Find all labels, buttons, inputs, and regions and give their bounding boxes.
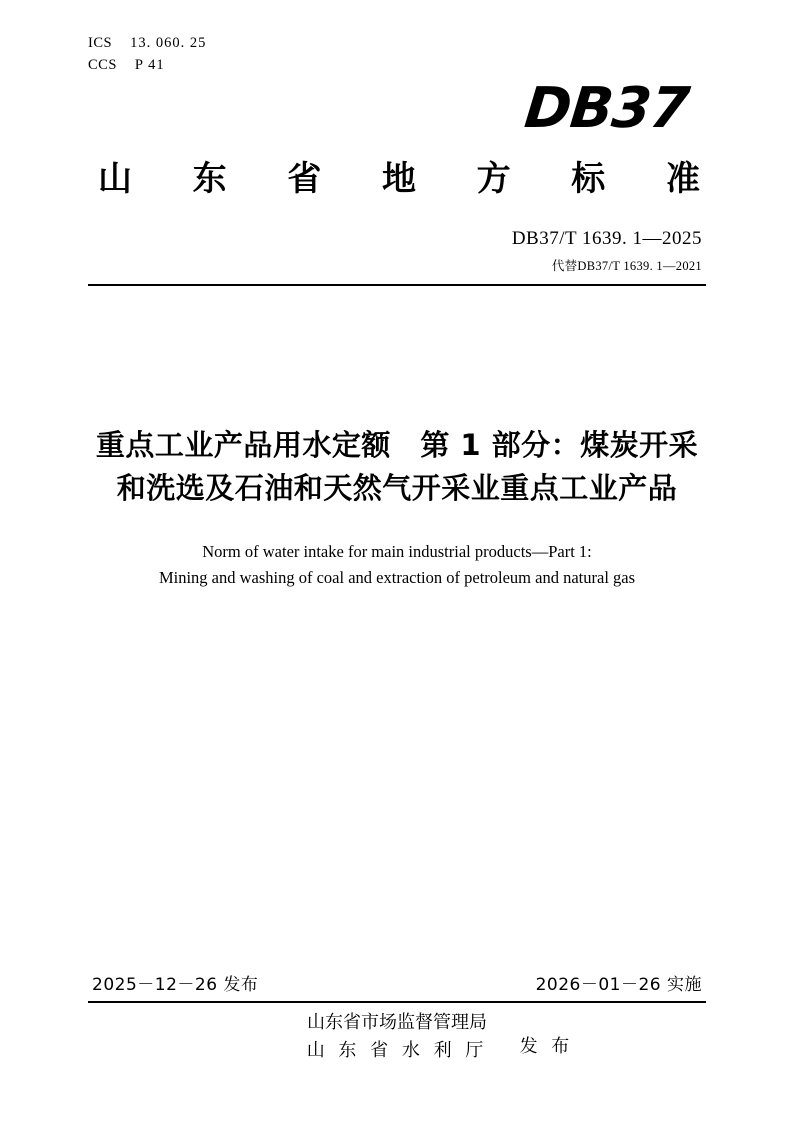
issuer-block	[0, 1009, 794, 1065]
issuer-inner	[306, 1009, 574, 1065]
issuer-line-1: 山东省市场监督管理局	[306, 1012, 487, 1034]
dates-row	[88, 970, 706, 1001]
ccs-label: CCS	[88, 57, 117, 74]
province-char-4: 地	[381, 158, 416, 199]
header-divider	[88, 284, 706, 286]
ics-value: 13. 060. 25	[130, 35, 207, 51]
province-char-6: 标	[571, 158, 606, 199]
issuer-line-2: 山 东 省 水 利 厅	[306, 1040, 488, 1062]
province-char-1: 山	[98, 158, 132, 199]
issue-word: 发 布	[519, 1036, 574, 1058]
document-title-en-line1: Norm of water intake for main industrial products—Part 1:	[202, 541, 592, 561]
dates-block	[88, 970, 706, 1003]
issuer-names	[307, 1009, 488, 1065]
db37-logo-text: DB37	[521, 75, 692, 141]
province-char-2: 东	[192, 158, 227, 199]
classification-block	[88, 0, 706, 77]
province-char-5: 方	[476, 158, 511, 199]
standard-number-block	[88, 228, 706, 274]
db37-logo	[88, 75, 692, 141]
ics-line	[88, 32, 706, 54]
document-title-zh: 重点工业产品用水定额 第 1 部分：煤炭开采和洗选及石油和天然气开采业重点工业产品	[95, 427, 699, 506]
document-title-en-line2: Mining and washing of coal and extraction of petroleum and natural gas	[158, 568, 636, 588]
ccs-line	[88, 54, 706, 76]
province-char-3: 省	[287, 158, 322, 199]
standard-replaces: 代替DB37/T 1639. 1—2021	[551, 258, 702, 273]
province-char-7: 准	[665, 158, 700, 199]
province-standard-title	[88, 151, 706, 200]
standard-number: DB37/T 1639. 1—2025	[511, 227, 702, 249]
implement-date: 2026－01－26 实施	[535, 975, 702, 995]
document-title-en	[88, 539, 706, 592]
ccs-value: P 41	[134, 57, 165, 74]
footer-divider	[88, 1001, 706, 1003]
ics-label: ICS	[88, 35, 113, 51]
publish-date: 2025－12－26 发布	[92, 975, 259, 995]
